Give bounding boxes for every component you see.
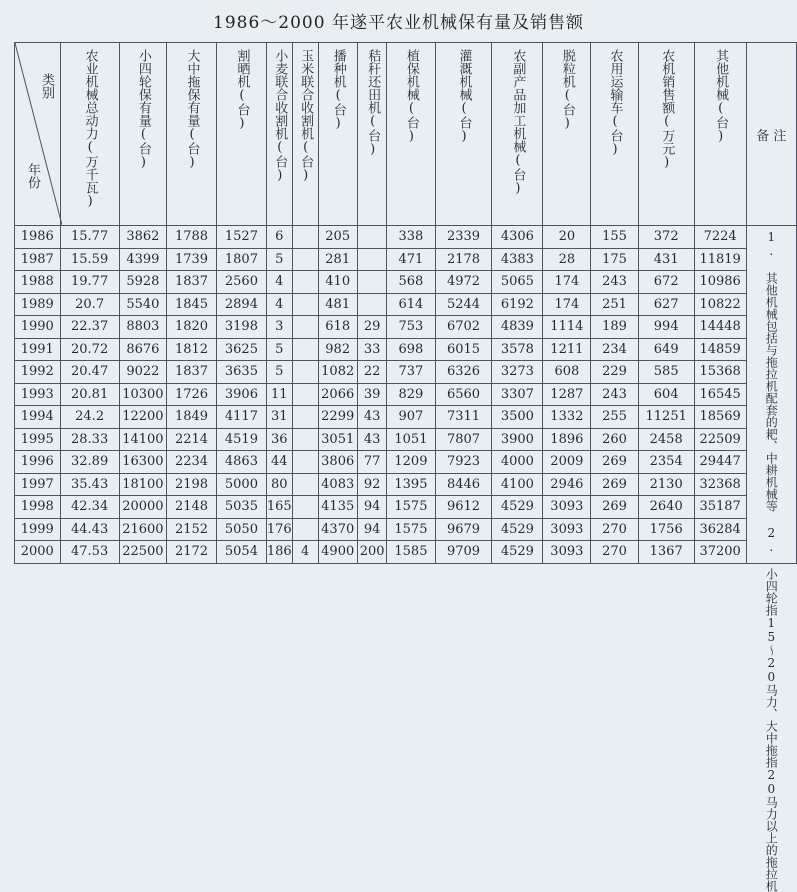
header-straw-returners: 秸秆还田机(台) — [357, 43, 387, 226]
value-cell — [292, 248, 318, 271]
value-cell: 229 — [591, 361, 638, 384]
value-cell: 22.37 — [60, 316, 119, 339]
value-cell: 4863 — [216, 451, 266, 474]
value-cell: 24.2 — [60, 406, 119, 429]
value-cell: 186 — [266, 541, 292, 564]
value-cell: 604 — [638, 383, 694, 406]
value-cell: 3635 — [216, 361, 266, 384]
value-cell: 11 — [266, 383, 292, 406]
year-cell: 1992 — [15, 361, 61, 384]
value-cell: 15368 — [694, 361, 746, 384]
header-wheat-combines: 小麦联合收割机(台) — [266, 43, 292, 226]
value-cell: 568 — [387, 271, 435, 294]
value-cell: 35.43 — [60, 473, 119, 496]
table-row — [15, 271, 797, 294]
value-cell: 1739 — [167, 248, 217, 271]
value-cell: 3273 — [492, 361, 543, 384]
value-cell: 4306 — [492, 226, 543, 249]
value-cell: 255 — [591, 406, 638, 429]
value-cell: 8446 — [435, 473, 492, 496]
value-cell: 5 — [266, 338, 292, 361]
value-cell: 2946 — [543, 473, 591, 496]
value-cell: 32368 — [694, 473, 746, 496]
value-cell — [292, 473, 318, 496]
value-cell: 6326 — [435, 361, 492, 384]
value-cell: 1585 — [387, 541, 435, 564]
header-other-machinery: 其他机械(台) — [694, 43, 746, 226]
value-cell: 1395 — [387, 473, 435, 496]
value-cell: 5 — [266, 361, 292, 384]
value-cell: 43 — [357, 406, 387, 429]
value-cell: 36 — [266, 428, 292, 451]
corner-year-label: 年份 — [25, 163, 40, 189]
value-cell: 15.77 — [60, 226, 119, 249]
value-cell: 3 — [266, 316, 292, 339]
value-cell: 4900 — [318, 541, 357, 564]
value-cell — [292, 451, 318, 474]
value-cell: 20.81 — [60, 383, 119, 406]
value-cell: 20.72 — [60, 338, 119, 361]
table-row — [15, 248, 797, 271]
value-cell: 5 — [266, 248, 292, 271]
value-cell: 1209 — [387, 451, 435, 474]
value-cell: 12200 — [119, 406, 166, 429]
value-cell: 1527 — [216, 226, 266, 249]
value-cell: 2339 — [435, 226, 492, 249]
value-cell: 47.53 — [60, 541, 119, 564]
value-cell: 6702 — [435, 316, 492, 339]
value-cell — [357, 293, 387, 316]
value-cell: 234 — [591, 338, 638, 361]
value-cell: 92 — [357, 473, 387, 496]
table-row — [15, 361, 797, 384]
value-cell: 155 — [591, 226, 638, 249]
value-cell: 1211 — [543, 338, 591, 361]
value-cell: 471 — [387, 248, 435, 271]
value-cell: 372 — [638, 226, 694, 249]
year-cell: 1998 — [15, 496, 61, 519]
value-cell: 2009 — [543, 451, 591, 474]
value-cell: 2560 — [216, 271, 266, 294]
header-processing: 农副产品加工机械(台) — [492, 43, 543, 226]
value-cell: 608 — [543, 361, 591, 384]
value-cell: 1849 — [167, 406, 217, 429]
value-cell: 22509 — [694, 428, 746, 451]
value-cell — [292, 226, 318, 249]
value-cell: 1287 — [543, 383, 591, 406]
year-cell: 1988 — [15, 271, 61, 294]
value-cell: 3051 — [318, 428, 357, 451]
value-cell: 16300 — [119, 451, 166, 474]
value-cell: 94 — [357, 518, 387, 541]
value-cell: 29447 — [694, 451, 746, 474]
value-cell: 14448 — [694, 316, 746, 339]
value-cell: 829 — [387, 383, 435, 406]
value-cell — [292, 518, 318, 541]
value-cell: 1812 — [167, 338, 217, 361]
year-cell: 1995 — [15, 428, 61, 451]
value-cell: 1845 — [167, 293, 217, 316]
table-row — [15, 496, 797, 519]
value-cell: 16545 — [694, 383, 746, 406]
year-cell: 1997 — [15, 473, 61, 496]
value-cell: 1575 — [387, 496, 435, 519]
year-cell: 1989 — [15, 293, 61, 316]
header-remarks: 备 注 — [746, 43, 796, 226]
value-cell: 2172 — [167, 541, 217, 564]
value-cell: 1837 — [167, 271, 217, 294]
table-row — [15, 406, 797, 429]
value-cell: 3093 — [543, 518, 591, 541]
value-cell: 7311 — [435, 406, 492, 429]
value-cell: 3093 — [543, 541, 591, 564]
header-row — [15, 43, 797, 226]
value-cell: 14100 — [119, 428, 166, 451]
value-cell: 243 — [591, 383, 638, 406]
value-cell: 10822 — [694, 293, 746, 316]
value-cell: 4117 — [216, 406, 266, 429]
year-cell: 1999 — [15, 518, 61, 541]
value-cell: 410 — [318, 271, 357, 294]
value-cell: 243 — [591, 271, 638, 294]
value-cell — [292, 271, 318, 294]
remarks-cell — [746, 226, 796, 892]
value-cell: 94 — [357, 496, 387, 519]
value-cell: 627 — [638, 293, 694, 316]
value-cell: 1807 — [216, 248, 266, 271]
value-cell: 7807 — [435, 428, 492, 451]
value-cell: 31 — [266, 406, 292, 429]
value-cell: 2299 — [318, 406, 357, 429]
value-cell: 3900 — [492, 428, 543, 451]
value-cell: 2198 — [167, 473, 217, 496]
value-cell: 614 — [387, 293, 435, 316]
value-cell: 7224 — [694, 226, 746, 249]
value-cell: 205 — [318, 226, 357, 249]
value-cell: 698 — [387, 338, 435, 361]
value-cell: 175 — [591, 248, 638, 271]
value-cell: 1575 — [387, 518, 435, 541]
value-cell: 3862 — [119, 226, 166, 249]
value-cell: 994 — [638, 316, 694, 339]
value-cell: 4370 — [318, 518, 357, 541]
value-cell: 4399 — [119, 248, 166, 271]
value-cell: 270 — [591, 541, 638, 564]
value-cell: 20 — [543, 226, 591, 249]
value-cell: 1820 — [167, 316, 217, 339]
value-cell: 3307 — [492, 383, 543, 406]
value-cell: 14859 — [694, 338, 746, 361]
value-cell: 9709 — [435, 541, 492, 564]
value-cell: 4519 — [216, 428, 266, 451]
value-cell: 42.34 — [60, 496, 119, 519]
value-cell: 5054 — [216, 541, 266, 564]
value-cell: 3198 — [216, 316, 266, 339]
value-cell: 1367 — [638, 541, 694, 564]
value-cell: 189 — [591, 316, 638, 339]
header-threshers: 脱粒机(台) — [543, 43, 591, 226]
value-cell: 80 — [266, 473, 292, 496]
value-cell: 6015 — [435, 338, 492, 361]
value-cell: 28 — [543, 248, 591, 271]
value-cell — [357, 248, 387, 271]
value-cell: 1082 — [318, 361, 357, 384]
value-cell: 36284 — [694, 518, 746, 541]
value-cell: 20.7 — [60, 293, 119, 316]
value-cell: 9022 — [119, 361, 166, 384]
corner-diagonal — [15, 43, 62, 225]
value-cell: 4972 — [435, 271, 492, 294]
value-cell — [292, 361, 318, 384]
value-cell: 2640 — [638, 496, 694, 519]
value-cell: 10300 — [119, 383, 166, 406]
table-body — [15, 226, 797, 892]
table-row — [15, 451, 797, 474]
value-cell: 18100 — [119, 473, 166, 496]
value-cell — [292, 338, 318, 361]
value-cell: 431 — [638, 248, 694, 271]
value-cell: 2354 — [638, 451, 694, 474]
value-cell: 174 — [543, 293, 591, 316]
value-cell — [292, 406, 318, 429]
value-cell: 4100 — [492, 473, 543, 496]
value-cell — [292, 316, 318, 339]
year-cell: 1996 — [15, 451, 61, 474]
value-cell: 44.43 — [60, 518, 119, 541]
value-cell — [292, 383, 318, 406]
table-row — [15, 428, 797, 451]
value-cell — [357, 226, 387, 249]
value-cell: 2894 — [216, 293, 266, 316]
value-cell: 3093 — [543, 496, 591, 519]
value-cell: 3806 — [318, 451, 357, 474]
value-cell — [357, 271, 387, 294]
value-cell: 737 — [387, 361, 435, 384]
value-cell: 281 — [318, 248, 357, 271]
table-row — [15, 316, 797, 339]
value-cell: 251 — [591, 293, 638, 316]
value-cell: 28.33 — [60, 428, 119, 451]
data-table — [14, 42, 797, 892]
year-cell: 1987 — [15, 248, 61, 271]
value-cell: 20.47 — [60, 361, 119, 384]
value-cell: 618 — [318, 316, 357, 339]
value-cell: 1837 — [167, 361, 217, 384]
value-cell: 18569 — [694, 406, 746, 429]
value-cell: 176 — [266, 518, 292, 541]
header-small-tractors: 小四轮保有量(台) — [119, 43, 166, 226]
value-cell: 1788 — [167, 226, 217, 249]
value-cell: 77 — [357, 451, 387, 474]
header-irrigation: 灌溉机械(台) — [435, 43, 492, 226]
value-cell: 11819 — [694, 248, 746, 271]
value-cell: 9612 — [435, 496, 492, 519]
value-cell: 4083 — [318, 473, 357, 496]
value-cell: 1114 — [543, 316, 591, 339]
value-cell: 4529 — [492, 518, 543, 541]
value-cell: 15.59 — [60, 248, 119, 271]
value-cell: 2178 — [435, 248, 492, 271]
year-cell: 1986 — [15, 226, 61, 249]
value-cell: 2130 — [638, 473, 694, 496]
value-cell — [292, 496, 318, 519]
value-cell: 11251 — [638, 406, 694, 429]
year-cell: 2000 — [15, 541, 61, 564]
header-sales: 农机销售额(万元) — [638, 43, 694, 226]
value-cell: 20000 — [119, 496, 166, 519]
value-cell: 43 — [357, 428, 387, 451]
value-cell: 33 — [357, 338, 387, 361]
value-cell: 35187 — [694, 496, 746, 519]
header-corn-combines: 玉米联合收割机(台) — [292, 43, 318, 226]
value-cell: 4383 — [492, 248, 543, 271]
table-row — [15, 383, 797, 406]
value-cell: 4135 — [318, 496, 357, 519]
header-seeders: 播种机(台) — [318, 43, 357, 226]
value-cell: 5000 — [216, 473, 266, 496]
corner-cell — [15, 43, 61, 226]
header-large-tractors: 大中拖保有量(台) — [167, 43, 217, 226]
value-cell: 5065 — [492, 271, 543, 294]
value-cell: 5540 — [119, 293, 166, 316]
table-row — [15, 473, 797, 496]
table-title: 1986～2000 年遂平农业机械保有量及销售额 — [213, 13, 584, 33]
value-cell: 6560 — [435, 383, 492, 406]
value-cell: 5050 — [216, 518, 266, 541]
table-row — [15, 293, 797, 316]
value-cell: 39 — [357, 383, 387, 406]
value-cell: 10986 — [694, 271, 746, 294]
value-cell: 2234 — [167, 451, 217, 474]
value-cell: 260 — [591, 428, 638, 451]
remarks-text: 1. 其他机械包括与拖拉机配套的耙、中耕机械等 2. 小四轮指15～20马力、大中拖指20马力以上的拖拉机 — [764, 230, 779, 892]
value-cell: 3500 — [492, 406, 543, 429]
year-cell: 1994 — [15, 406, 61, 429]
value-cell: 44 — [266, 451, 292, 474]
value-cell: 29 — [357, 316, 387, 339]
value-cell: 982 — [318, 338, 357, 361]
table-row — [15, 541, 797, 564]
year-cell: 1993 — [15, 383, 61, 406]
value-cell — [292, 428, 318, 451]
value-cell: 6 — [266, 226, 292, 249]
value-cell: 672 — [638, 271, 694, 294]
value-cell: 5244 — [435, 293, 492, 316]
value-cell: 481 — [318, 293, 357, 316]
value-cell: 165 — [266, 496, 292, 519]
table-row — [15, 338, 797, 361]
header-total-power: 农业机械总动力(万千瓦) — [60, 43, 119, 226]
value-cell: 2066 — [318, 383, 357, 406]
header-transport-vehicles: 农用运输车(台) — [591, 43, 638, 226]
value-cell: 4839 — [492, 316, 543, 339]
value-cell: 4529 — [492, 496, 543, 519]
value-cell: 19.77 — [60, 271, 119, 294]
value-cell: 8803 — [119, 316, 166, 339]
value-cell: 174 — [543, 271, 591, 294]
value-cell: 8676 — [119, 338, 166, 361]
value-cell: 2148 — [167, 496, 217, 519]
value-cell: 1051 — [387, 428, 435, 451]
value-cell: 907 — [387, 406, 435, 429]
value-cell: 37200 — [694, 541, 746, 564]
table-row — [15, 518, 797, 541]
value-cell: 1756 — [638, 518, 694, 541]
value-cell: 1726 — [167, 383, 217, 406]
value-cell: 338 — [387, 226, 435, 249]
value-cell: 32.89 — [60, 451, 119, 474]
value-cell: 2458 — [638, 428, 694, 451]
value-cell: 200 — [357, 541, 387, 564]
value-cell: 3625 — [216, 338, 266, 361]
value-cell: 3578 — [492, 338, 543, 361]
table-row — [15, 226, 797, 249]
value-cell: 2152 — [167, 518, 217, 541]
corner-category-label: 类别 — [39, 73, 54, 99]
value-cell: 649 — [638, 338, 694, 361]
value-cell: 4 — [266, 271, 292, 294]
value-cell: 5928 — [119, 271, 166, 294]
value-cell: 2214 — [167, 428, 217, 451]
value-cell: 22 — [357, 361, 387, 384]
value-cell: 4 — [266, 293, 292, 316]
value-cell: 269 — [591, 451, 638, 474]
value-cell — [292, 293, 318, 316]
year-cell: 1991 — [15, 338, 61, 361]
value-cell: 269 — [591, 496, 638, 519]
value-cell: 269 — [591, 473, 638, 496]
value-cell: 9679 — [435, 518, 492, 541]
value-cell: 22500 — [119, 541, 166, 564]
header-plant-protection: 植保机械(台) — [387, 43, 435, 226]
year-cell: 1990 — [15, 316, 61, 339]
value-cell: 1332 — [543, 406, 591, 429]
value-cell: 753 — [387, 316, 435, 339]
value-cell: 4000 — [492, 451, 543, 474]
value-cell: 4529 — [492, 541, 543, 564]
value-cell: 6192 — [492, 293, 543, 316]
value-cell: 7923 — [435, 451, 492, 474]
value-cell: 5035 — [216, 496, 266, 519]
value-cell: 4 — [292, 541, 318, 564]
value-cell: 585 — [638, 361, 694, 384]
value-cell: 1896 — [543, 428, 591, 451]
value-cell: 3906 — [216, 383, 266, 406]
value-cell: 270 — [591, 518, 638, 541]
value-cell: 21600 — [119, 518, 166, 541]
header-swathers: 割晒机(台) — [216, 43, 266, 226]
